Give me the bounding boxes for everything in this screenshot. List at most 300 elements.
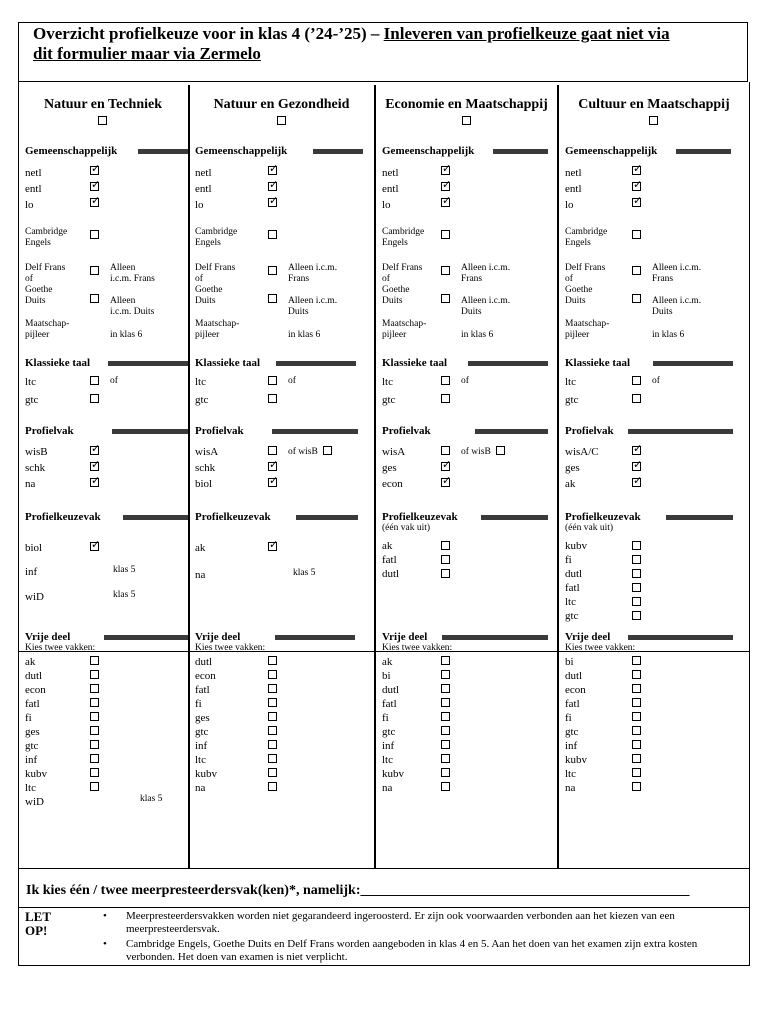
checkbox[interactable] [632,182,641,191]
subject-label: kubv [25,768,47,780]
subject-label: gtc [195,394,209,406]
checkbox[interactable] [90,698,99,707]
checkbox[interactable] [441,376,450,385]
subject-label: kubv [195,768,217,780]
checkbox[interactable] [90,294,99,303]
maatschappijleer-label: Maatschap- [565,319,610,329]
section-heading: Profielvak [195,425,244,437]
subject-label: ak [565,478,576,490]
section-divider [272,429,358,434]
section-heading: Profielkeuzevak [195,511,271,523]
subject-label: kubv [565,540,587,552]
subject-label: schk [25,462,46,474]
condition-note: Duits [461,307,482,317]
column-divider [374,85,376,869]
subject-label: fi [565,712,572,724]
checkbox[interactable] [90,656,99,665]
section-heading: Profielkeuzevak [25,511,101,523]
section-heading: Klassieke taal [195,357,261,369]
checkbox[interactable] [268,478,277,487]
subject-label: fatl [565,582,580,594]
subject-label: dutl [565,670,583,682]
cambridge-label: Cambridge [25,227,68,237]
subject-label: ltc [195,754,206,766]
subject-label: fatl [382,698,397,710]
checkbox[interactable] [441,446,450,455]
condition-note: Duits [652,307,673,317]
or-label: of [288,376,296,386]
condition-note: Alleen i.c.m. [652,263,702,273]
condition-note: Frans [288,274,310,284]
checkbox[interactable] [441,266,450,275]
checkbox[interactable] [441,768,450,777]
checkbox[interactable] [441,198,450,207]
subject-label: ltc [565,376,576,388]
condition-note: Alleen i.c.m. [288,296,338,306]
checkbox[interactable] [632,782,641,791]
condition-note: Frans [652,274,674,284]
section-heading: Vrije deel [195,631,241,643]
goethe-label: Goethe [382,285,410,295]
maatschappijleer-label: Maatschap- [25,319,70,329]
condition-note: Alleen [110,263,136,273]
goethe-label: Duits [382,296,403,306]
checkbox[interactable] [268,166,277,175]
checkbox[interactable] [268,684,277,693]
section-heading: Vrije deel [25,631,71,643]
checkbox[interactable] [90,542,99,551]
subject-label: gtc [25,740,39,752]
section-heading: Vrije deel [565,631,611,643]
checkbox[interactable] [268,726,277,735]
in-klas-6-note: in klas 6 [652,330,685,340]
checkbox[interactable] [323,446,332,455]
subject-label: gtc [25,394,39,406]
condition-note: i.c.m. Duits [110,307,155,317]
subject-label: wisA/C [565,446,599,458]
section-heading: Profielvak [565,425,614,437]
section-divider [276,361,356,366]
subject-label: fi [565,554,572,566]
checkbox[interactable] [441,569,450,578]
meerpresteerder-row [18,869,750,908]
checkbox[interactable] [268,712,277,721]
alternative-note: of wisB [288,447,318,457]
section-heading: Profielkeuzevak [382,511,458,523]
checkbox[interactable] [98,116,107,125]
subject-label: gtc [565,726,579,738]
checkbox[interactable] [441,656,450,665]
checkbox[interactable] [632,569,641,578]
subject-label: lo [25,199,34,211]
subject-label: dutl [25,670,43,682]
checkbox[interactable] [632,478,641,487]
subject-label: entl [195,183,212,195]
subject-label: gtc [382,394,396,406]
subject-label: biol [195,478,213,490]
delf-label: of [382,274,390,284]
section-divider [653,361,733,366]
checkbox[interactable] [441,726,450,735]
subject-label: gtc [382,726,396,738]
subject-label: netl [382,167,399,179]
cambridge-label: Cambridge [565,227,608,237]
maatschappijleer-label: pijleer [25,330,50,340]
checkbox[interactable] [632,394,641,403]
subject-label: ges [565,462,580,474]
checkbox[interactable] [632,294,641,303]
checkbox[interactable] [90,198,99,207]
subject-label: ak [382,540,393,552]
checkbox[interactable] [90,684,99,693]
checkbox[interactable] [632,166,641,175]
cambridge-label: Engels [195,238,221,248]
checkbox[interactable] [268,782,277,791]
subject-label: ges [25,726,40,738]
subject-label: fatl [565,698,580,710]
cambridge-label: Cambridge [382,227,425,237]
condition-note: Alleen i.c.m. [652,296,702,306]
checkbox[interactable] [632,198,641,207]
checkbox[interactable] [90,230,99,239]
checkbox[interactable] [268,754,277,763]
subject-label: econ [565,684,586,696]
subject-label: lo [382,199,391,211]
condition-note: Alleen i.c.m. [288,263,338,273]
section-divider [468,361,548,366]
section-heading: Profielvak [25,425,74,437]
subject-label: lo [195,199,204,211]
checkbox[interactable] [268,266,277,275]
checkbox[interactable] [90,446,99,455]
checkbox[interactable] [90,740,99,749]
checkbox[interactable] [268,768,277,777]
subject-label: dutl [382,684,400,696]
checkbox[interactable] [632,768,641,777]
vrije-hint: Kies twee vakken: [195,643,266,653]
or-label: of [652,376,660,386]
checkbox[interactable] [632,597,641,606]
checkbox[interactable] [441,541,450,550]
checkbox[interactable] [632,684,641,693]
delf-label: of [565,274,573,284]
checkbox[interactable] [649,116,658,125]
subject-label: inf [25,566,38,578]
notes-list [99,910,729,966]
checkbox[interactable] [90,266,99,275]
section-divider [275,635,355,640]
section-heading: Profielvak [382,425,431,437]
checkbox[interactable] [90,782,99,791]
in-klas-6-note: in klas 6 [110,330,143,340]
condition-note: Alleen [110,296,136,306]
subject-label: biol [25,542,43,554]
subject-label: bi [382,670,391,682]
subject-label: na [565,782,576,794]
section-divider [104,635,188,640]
subject-label: ltc [382,376,393,388]
maatschappijleer-label: pijleer [195,330,220,340]
section-heading: Klassieke taal [565,357,631,369]
checkbox[interactable] [632,740,641,749]
checkbox[interactable] [496,446,505,455]
section-divider [475,429,548,434]
subject-label: fi [382,712,389,724]
checkbox[interactable] [268,376,277,385]
checkbox[interactable] [632,754,641,763]
or-label: of [461,376,469,386]
subject-label: wisA [195,446,219,458]
checkbox[interactable] [632,446,641,455]
checkbox[interactable] [90,726,99,735]
checkbox[interactable] [90,754,99,763]
checkbox[interactable] [632,611,641,620]
checkbox[interactable] [90,166,99,175]
checkbox[interactable] [90,394,99,403]
checkbox[interactable] [632,726,641,735]
checkbox[interactable] [441,462,450,471]
checkbox[interactable] [268,656,277,665]
checkbox[interactable] [268,698,277,707]
meerpresteerder-label[interactable]: Ik kies één / twee meerpresteerdersvak(ken)*, namelijk:_______________________________________________ [26,883,690,898]
section-heading: Gemeenschappelijk [25,145,118,157]
subject-label: gtc [565,610,579,622]
section-divider [108,361,188,366]
cambridge-label: Cambridge [195,227,238,237]
goethe-label: Duits [195,296,216,306]
section-divider [442,635,548,640]
cambridge-label: Engels [382,238,408,248]
checkbox[interactable] [268,182,277,191]
checkbox[interactable] [632,712,641,721]
title-underlined-2: dit formulier maar via Zermelo [33,44,261,63]
subject-label: wisB [25,446,48,458]
checkbox[interactable] [268,462,277,471]
subject-label: netl [565,167,582,179]
checkbox[interactable] [441,478,450,487]
section-divider [481,515,548,520]
alternative-note: of wisB [461,447,491,457]
checkbox[interactable] [441,712,450,721]
checkbox[interactable] [90,376,99,385]
subject-label: ltc [565,768,576,780]
section-divider [676,149,731,154]
subject-label: ak [195,542,206,554]
checkbox[interactable] [632,670,641,679]
section-divider [313,149,363,154]
subject-label: ltc [25,376,36,388]
subject-label: econ [195,670,216,682]
subject-label: na [195,569,206,581]
cambridge-label: Engels [25,238,51,248]
section-divider [296,515,358,520]
checkbox[interactable] [90,182,99,191]
subject-label: wisA [382,446,406,458]
checkbox[interactable] [441,182,450,191]
maatschappijleer-label: pijleer [565,330,590,340]
subject-label: na [25,478,36,490]
checkbox[interactable] [441,754,450,763]
subject-label: dutl [195,656,213,668]
klas-note: klas 5 [293,568,316,578]
checkbox[interactable] [632,462,641,471]
checkbox[interactable] [268,446,277,455]
checkbox[interactable] [441,698,450,707]
column-header: Economie en Maatschappij [385,97,548,112]
checkbox[interactable] [268,230,277,239]
let-op-heading: LET OP! [25,909,52,938]
checkbox[interactable] [268,294,277,303]
subject-label: fi [195,698,202,710]
section-divider [123,515,188,520]
subject-label: gtc [565,394,579,406]
subject-label: entl [565,183,582,195]
delf-label: of [25,274,33,284]
checkbox[interactable] [90,478,99,487]
subject-label: ltc [195,376,206,388]
checkbox[interactable] [441,394,450,403]
profielkeuze-hint: (één vak uit) [565,523,614,533]
subject-label: kubv [565,754,587,766]
section-divider [628,429,733,434]
or-label: of [110,376,118,386]
condition-note: Alleen i.c.m. [461,263,511,273]
subject-label: entl [25,183,42,195]
column-header: Natuur en Gezondheid [213,97,350,112]
subject-label: kubv [382,768,404,780]
checkbox[interactable] [632,698,641,707]
checkbox[interactable] [441,166,450,175]
checkbox[interactable] [632,266,641,275]
checkbox[interactable] [632,583,641,592]
checkbox[interactable] [268,394,277,403]
column-header: Cultuur en Maatschappij [578,97,730,112]
checkbox[interactable] [441,230,450,239]
checkbox[interactable] [268,740,277,749]
checkbox[interactable] [441,294,450,303]
subject-label: ges [195,712,210,724]
checkbox[interactable] [90,670,99,679]
checkbox[interactable] [441,670,450,679]
delf-label: Delf Frans [565,263,606,273]
subject-label: lo [565,199,574,211]
subject-label: ges [382,462,397,474]
subject-label: inf [25,754,38,766]
maatschappijleer-label: Maatschap- [382,319,427,329]
checkbox[interactable] [277,116,286,125]
section-heading: Vrije deel [382,631,428,643]
checkbox[interactable] [268,542,277,551]
maatschappijleer-label: pijleer [382,330,407,340]
delf-label: of [195,274,203,284]
subject-label: entl [382,183,399,195]
delf-label: Delf Frans [25,263,66,273]
section-divider [493,149,548,154]
section-heading: Gemeenschappelijk [565,145,658,157]
subject-label: wiD [25,796,44,808]
section-heading: Klassieke taal [25,357,91,369]
condition-note: Duits [288,307,309,317]
subject-label: bi [565,656,574,668]
condition-note: Frans [461,274,483,284]
section-divider [112,429,188,434]
condition-note: i.c.m. Frans [110,274,155,284]
section-divider [138,149,188,154]
maatschappijleer-label: Maatschap- [195,319,240,329]
note-item: • Meerpresteerdersvakken worden niet gegarandeerd ingeroosterd. Er zijn ook voorwaarden verbonden aan het kiezen van een meerpresteerdersvak. [99,910,729,936]
section-heading: Profielkeuzevak [565,511,641,523]
subject-label: wiD [25,591,44,603]
subject-label: inf [195,740,208,752]
checkbox[interactable] [441,740,450,749]
section-heading: Klassieke taal [382,357,448,369]
checkbox[interactable] [441,782,450,791]
form-title [18,22,748,82]
checkbox[interactable] [632,376,641,385]
section-heading: Gemeenschappelijk [382,145,475,157]
goethe-label: Goethe [195,285,223,295]
subject-label: ak [382,656,393,668]
subject-label: dutl [382,568,400,580]
column-divider [557,85,559,869]
delf-label: Delf Frans [382,263,423,273]
title-underlined-1: Inleveren van profielkeuze gaat niet via [383,24,670,43]
checkbox[interactable] [441,555,450,564]
checkbox[interactable] [632,656,641,665]
subject-label: ltc [565,596,576,608]
let-op-section [18,907,750,966]
klas-note: klas 5 [140,794,163,804]
checkbox[interactable] [462,116,471,125]
subject-label: schk [195,462,216,474]
subject-label: inf [382,740,395,752]
vrije-hint: Kies twee vakken: [565,643,636,653]
klas-note: klas 5 [113,590,136,600]
subject-label: netl [25,167,42,179]
condition-note: Alleen i.c.m. [461,296,511,306]
subject-label: na [195,782,206,794]
subject-label: fi [25,712,32,724]
note-item: • Cambridge Engels, Goethe Duits en Delf Frans worden aangeboden in klas 4 en 5. Aan het doen van het examen zijn extra kosten verbonden. Het doen van examen is niet verplicht. [99,938,729,964]
checkbox[interactable] [632,555,641,564]
section-divider [666,515,733,520]
subject-label: dutl [565,568,583,580]
checkbox[interactable] [90,712,99,721]
subject-label: netl [195,167,212,179]
checkbox[interactable] [268,198,277,207]
vrije-hint: Kies twee vakken: [382,643,453,653]
in-klas-6-note: in klas 6 [288,330,321,340]
subject-label: econ [382,478,403,490]
delf-label: Delf Frans [195,263,236,273]
checkbox[interactable] [632,230,641,239]
subject-label: inf [565,740,578,752]
subject-label: fatl [382,554,397,566]
checkbox[interactable] [90,462,99,471]
checkbox[interactable] [268,670,277,679]
subject-label: ak [25,656,36,668]
goethe-label: Duits [565,296,586,306]
in-klas-6-note: in klas 6 [461,330,494,340]
subject-label: na [382,782,393,794]
checkbox[interactable] [441,684,450,693]
subject-label: ltc [382,754,393,766]
section-heading: Gemeenschappelijk [195,145,288,157]
subject-label: fatl [25,698,40,710]
checkbox[interactable] [632,541,641,550]
section-divider [628,635,733,640]
checkbox[interactable] [90,768,99,777]
